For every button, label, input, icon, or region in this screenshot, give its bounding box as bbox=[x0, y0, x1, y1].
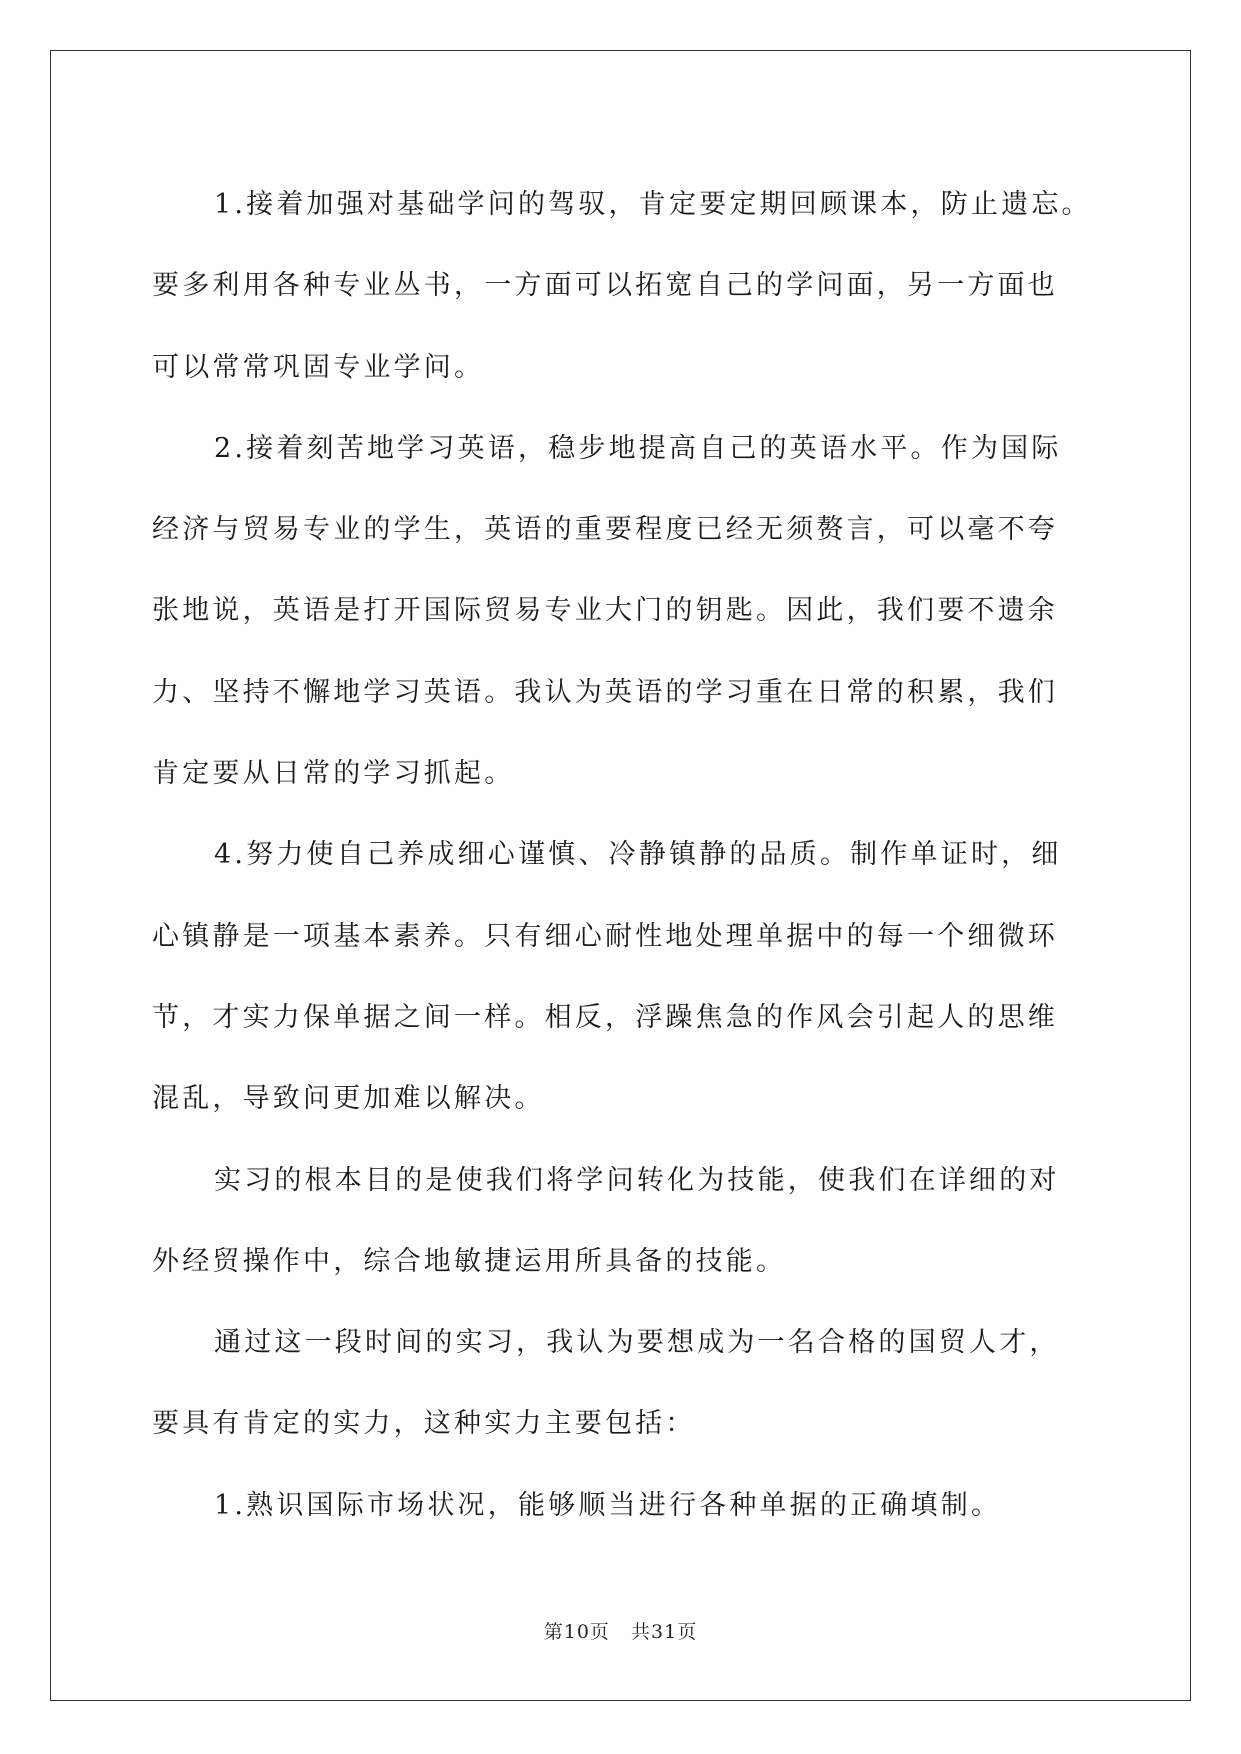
text-line: 要具有肯定的实力，这种实力主要包括： bbox=[152, 1408, 696, 1440]
page-number: 第10页 共31页 bbox=[543, 1621, 698, 1643]
paragraph-5 bbox=[152, 1302, 1092, 1465]
text-line: 经济与贸易专业的学生，英语的重要程度已经无须赘言，可以毫不夸 bbox=[152, 514, 1058, 546]
text-line: 1.熟识国际市场状况，能够顺当进行各种单据的正确填制。 bbox=[214, 1489, 1002, 1521]
text-line: 1.接着加强对基础学问的驾驭，肯定要定期回顾课本，防止遗忘。 bbox=[214, 189, 1092, 220]
text-line: 可以常常巩固专业学问。 bbox=[152, 351, 485, 383]
paragraph-6 bbox=[152, 1465, 1092, 1546]
text-line: 肯定要从日常的学习抓起。 bbox=[152, 758, 515, 790]
text-line: 外经贸操作中，综合地敏捷运用所具备的技能。 bbox=[152, 1245, 787, 1277]
text-line: 通过这一段时间的实习，我认为要想成为一名合格的国贸人才， bbox=[214, 1327, 1060, 1359]
text-line: 节，才实力保单据之间一样。相反，浮躁焦急的作风会引起人的思维 bbox=[152, 1001, 1058, 1033]
text-line: 混乱，导致问更加难以解决。 bbox=[152, 1083, 545, 1115]
document-body bbox=[152, 164, 1092, 1546]
text-line: 实习的根本目的是使我们将学问转化为技能，使我们在详细的对 bbox=[214, 1164, 1060, 1196]
paragraph-1 bbox=[152, 164, 1092, 408]
paragraph-3 bbox=[152, 814, 1092, 1139]
text-line: 2.接着刻苦地学习英语，稳步地提高自己的英语水平。作为国际 bbox=[214, 432, 1062, 464]
text-line: 张地说，英语是打开国际贸易专业大门的钥匙。因此，我们要不遗余 bbox=[152, 595, 1058, 627]
paragraph-2 bbox=[152, 408, 1092, 814]
page-footer bbox=[0, 1617, 1241, 1644]
paragraph-4 bbox=[152, 1140, 1092, 1303]
text-line: 力、坚持不懈地学习英语。我认为英语的学习重在日常的积累，我们 bbox=[152, 676, 1058, 708]
text-line: 4.努力使自己养成细心谨慎、冷静镇静的品质。制作单证时，细 bbox=[214, 839, 1062, 871]
text-line: 心镇静是一项基本素养。只有细心耐性地处理单据中的每一个细微环 bbox=[152, 920, 1058, 952]
text-line: 要多利用各种专业丛书，一方面可以拓宽自己的学问面，另一方面也 bbox=[152, 270, 1058, 302]
